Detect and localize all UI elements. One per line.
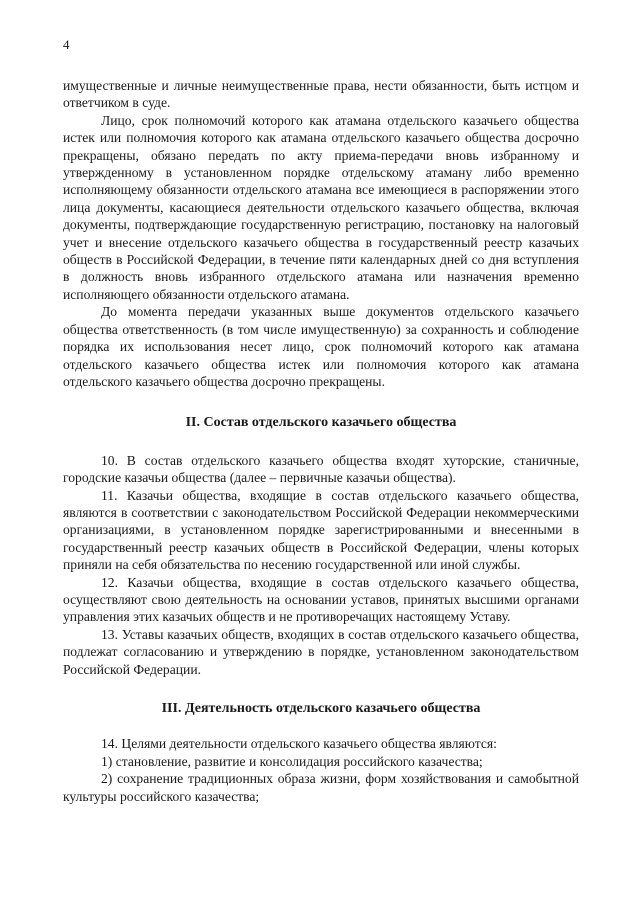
clause-11: 11. Казачьи общества, входящие в состав отдельского казачьего общества, являются в соответствии с законодательством Российской Федерации некоммерческими организациями, в установленном порядке зарегистрированными и внесенными в государственный реестр казачьих обществ в Российской Федерации, члены которых приняли на себя обязательства по несению государственной или иной службы. bbox=[63, 487, 579, 573]
document-body bbox=[63, 77, 579, 805]
paragraph-continued: имущественные и личные неимущественные права, нести обязанности, быть истцом и ответчиком в суде. bbox=[63, 78, 579, 111]
clause-10: 10. В состав отдельского казачьего общества входят хуторские, станичные, городские казачьи общества (далее – первичные казачьи общества). bbox=[63, 452, 579, 486]
section-heading-composition: II. Состав отдельского казачьего общества bbox=[185, 415, 457, 431]
clause-14-2: 2) сохранение традиционных образа жизни, форм хозяйствования и самобытной культуры российского казачества; bbox=[63, 771, 579, 804]
clause-14-1: 1) становление, развитие и консолидация российского казачества; bbox=[101, 753, 483, 769]
paragraph-ataman-transfer: Лицо, срок полномочий которого как атамана отдельского казачьего общества истек или полномочия которого как атамана отдельского казачьего общества досрочно прекращены, обязано передать по акту приема-передачи вновь избранному и утвержденному в установленном порядке отдельскому атаману либо временно исполняющему обязанности отдельского атамана все имеющиеся в распоряжении этого лица документы, касающиеся деятельности отдельского казачьего общества, включая документы, подтверждающие государственную регистрацию, постановку на налоговый учет и внесение отдельского казачьего общества в государственный реестр казачьих обществ в Российской Федерации, в течение пяти календарных дней со дня вступления в должность вновь избранного отдельского атамана или назначения временно исполняющего обязанности отдельского атамана. bbox=[63, 112, 579, 302]
clause-12: 12. Казачьи общества, входящие в состав отдельского казачьего общества, осуществляют свою деятельность на основании уставов, принятых высшими органами управления этих казачьих обществ и не противоречащих настоящему Уставу. bbox=[63, 574, 579, 625]
section-heading-activity: III. Деятельность отдельского казачьего общества bbox=[161, 701, 481, 716]
clause-13: 13. Уставы казачьих обществ, входящих в состав отдельского казачьего общества, подлежат согласованию и утверждению в порядке, установленном законодательством Российской Федерации. bbox=[63, 626, 579, 677]
page-number: 4 bbox=[63, 37, 70, 52]
clause-14: 14. Целями деятельности отдельского казачьего общества являются: bbox=[101, 736, 497, 752]
paragraph-responsibility: До момента передачи указанных выше документов отдельского казачьего общества ответственность (в том числе имущественную) за сохранность и соблюдение порядка их использования несет лицо, срок полномочий которого как атамана отдельского казачьего общества истек или полномочия которого как атамана отдельского казачьего общества досрочно прекращены. bbox=[63, 304, 579, 389]
